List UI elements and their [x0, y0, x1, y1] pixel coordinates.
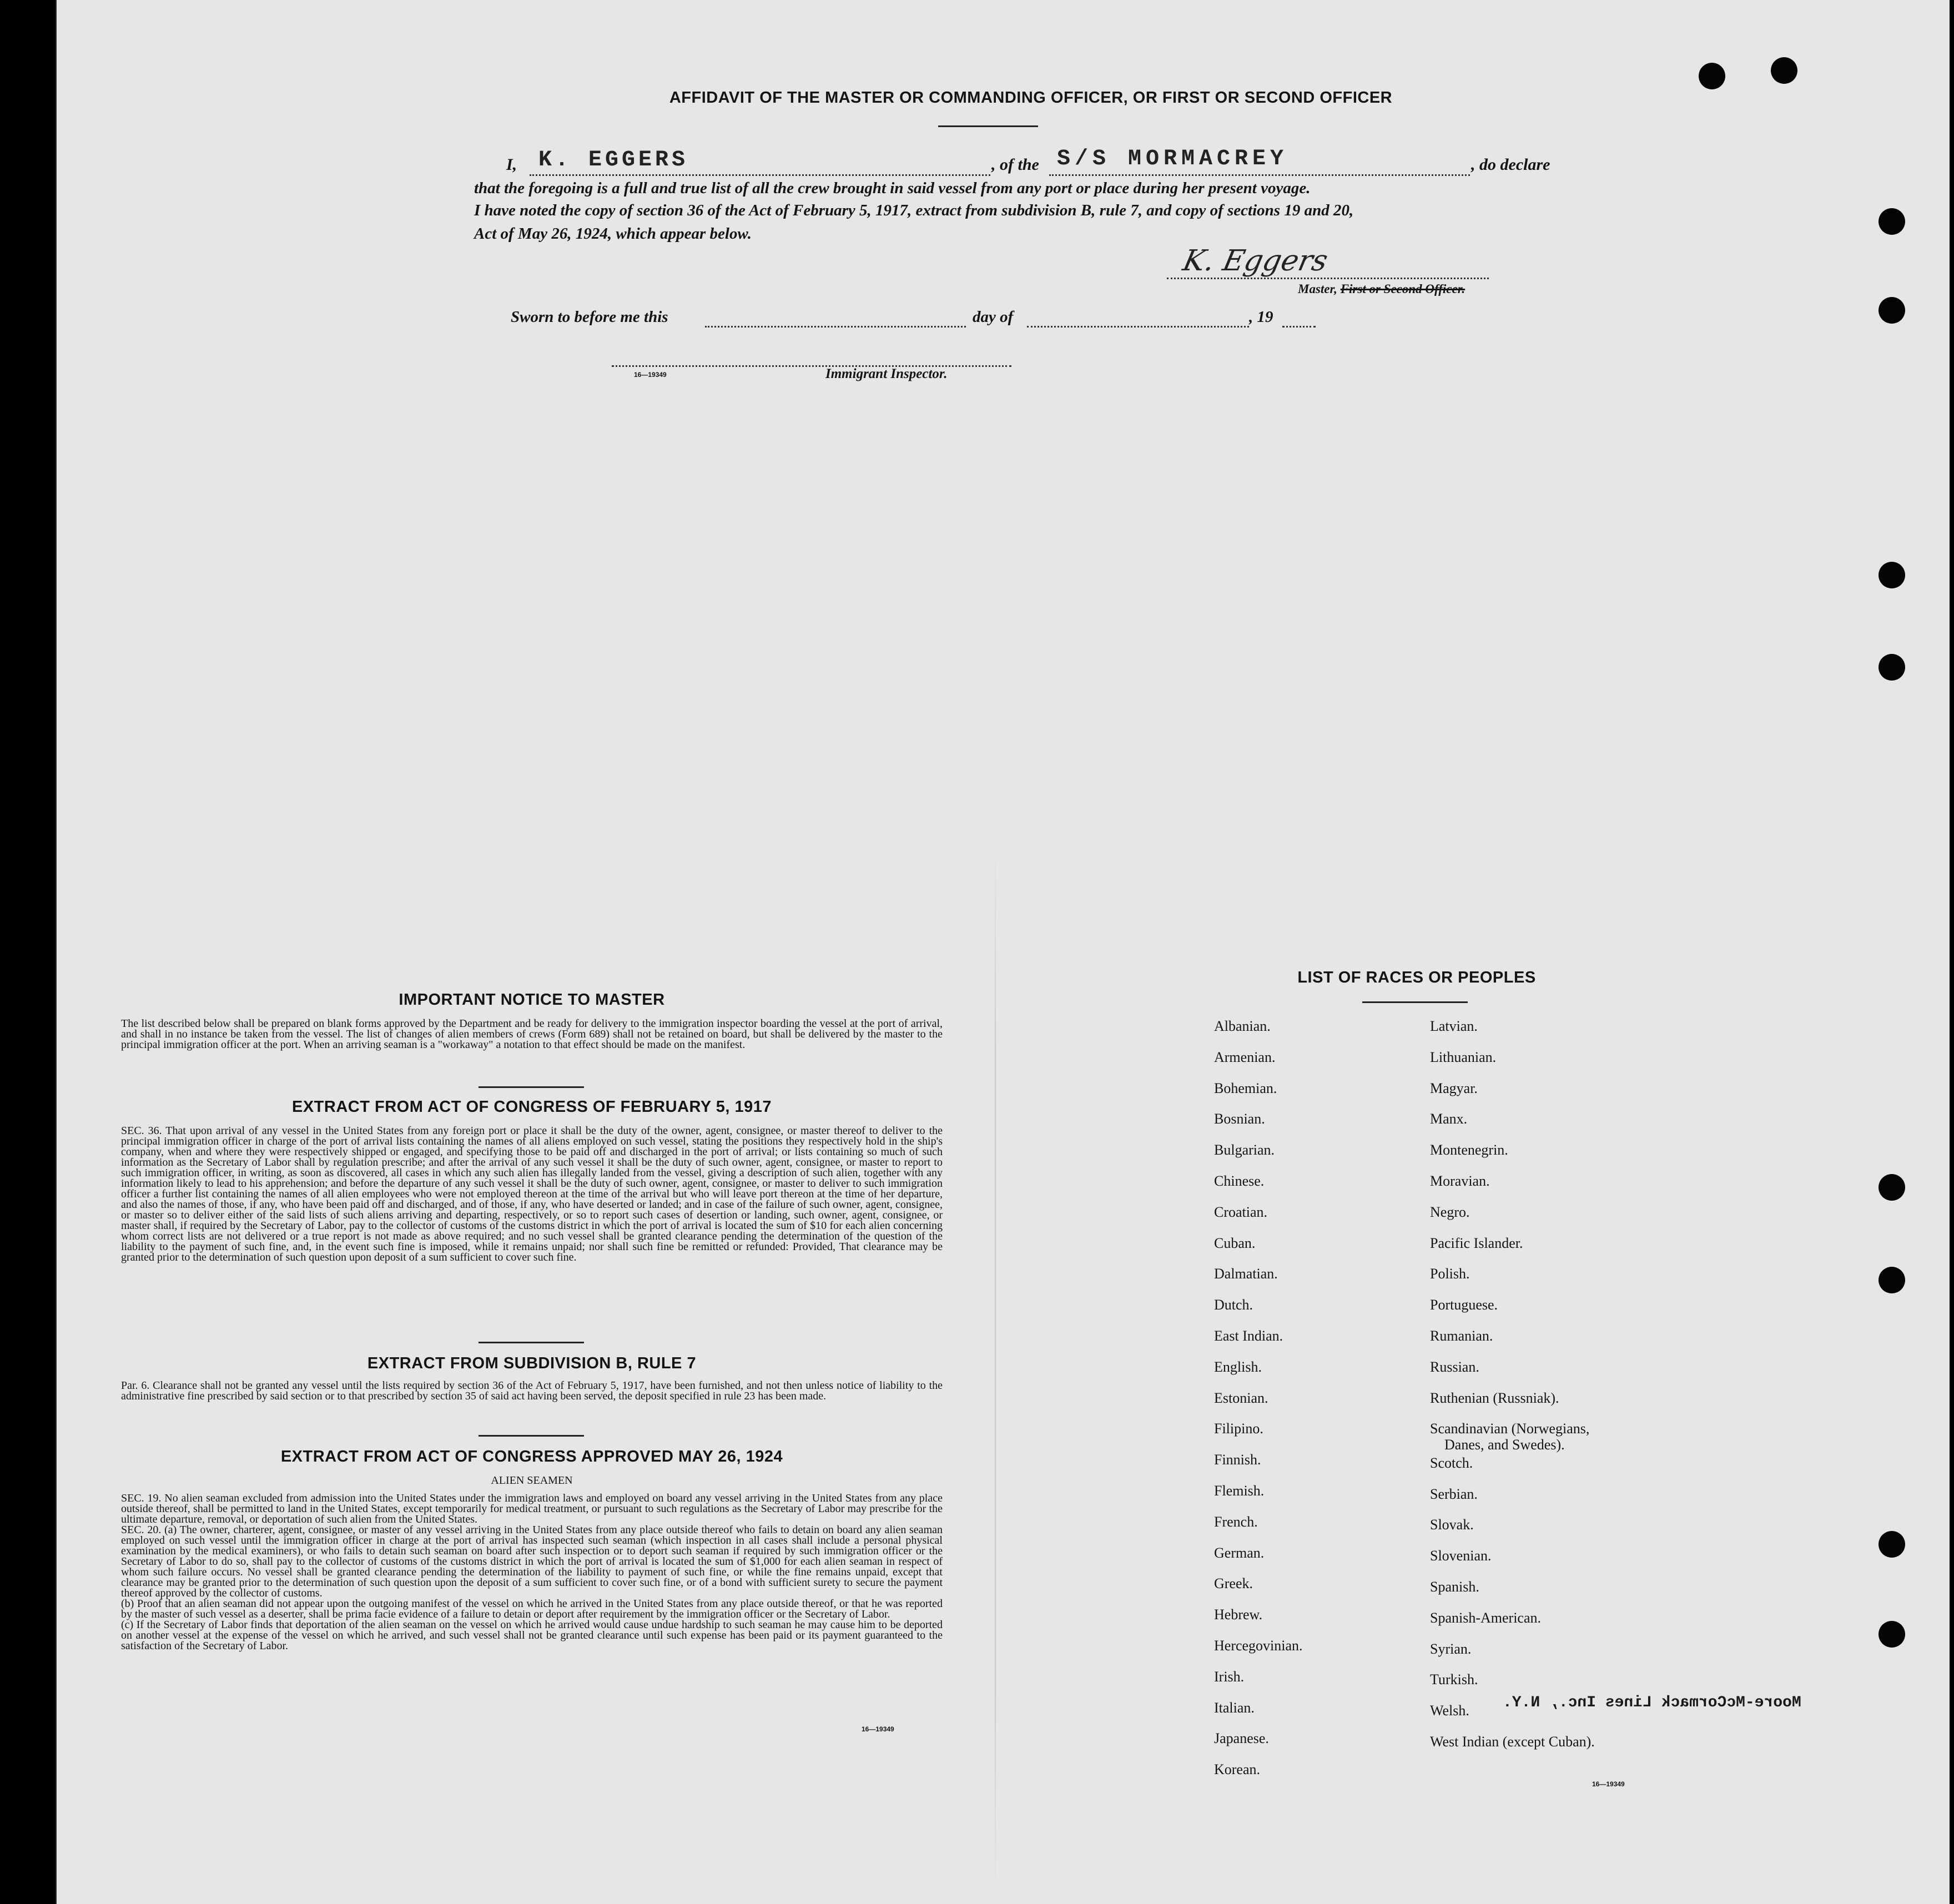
race-item: Bulgarian.: [1214, 1142, 1275, 1158]
caption-master: Master,: [1298, 282, 1337, 296]
race-item: Chinese.: [1214, 1173, 1265, 1189]
affidavit-title: AFFIDAVIT OF THE MASTER OR COMMANDING OFFICER, OR FIRST OR SECOND OFFICER: [669, 89, 1393, 107]
race-item: Welsh.: [1430, 1702, 1469, 1719]
punch-hole: [1879, 654, 1905, 681]
title-rule: [938, 125, 1038, 127]
race-item: Montenegrin.: [1430, 1142, 1508, 1158]
day-of-label: day of: [973, 308, 1014, 326]
alien-seamen-subtitle: ALIEN SEAMEN: [491, 1474, 573, 1487]
race-item: Armenian.: [1214, 1049, 1276, 1065]
company-stamp-text: Moore-McCormack Lines Inc., N.Y.: [1503, 1694, 1801, 1711]
document-page: [56, 0, 1950, 1904]
race-item: Spanish.: [1430, 1578, 1479, 1595]
punch-hole: [1879, 562, 1905, 588]
fold-line: [995, 844, 996, 1898]
race-item: Italian.: [1214, 1699, 1255, 1716]
race-item: Dutch.: [1214, 1297, 1253, 1313]
extract-1924-title: EXTRACT FROM ACT OF CONGRESS APPROVED MAY 26, 1924: [280, 1448, 783, 1465]
race-item: Magyar.: [1430, 1080, 1478, 1096]
race-item: Slovak.: [1430, 1517, 1474, 1533]
race-item: Syrian.: [1430, 1640, 1472, 1657]
year-label: , 19: [1249, 308, 1273, 326]
notice-text: The list described below shall be prepared on blank forms approved by the Department and be ready for delivery to the immigration inspector boarding the vessel at the port of arrival, and shall in no instance be taken from the vessel. The list of changes of alien members of crews (Form 689) shall not be retained on board, but shall be delivered by the master to the principal immigration officer at the port. When an arriving seaman is a "workaway" a notation to that effect should be made on the manifest.: [121, 1018, 943, 1051]
sec-20b-text: (b) Proof that an alien seaman did not appear upon the outgoing manifest of the vessel on which he arrived in the United States from any place outside thereof, or that he was reported by the master of such vessel as a deserter, shall be prima facie evidence of a failure to detain or deport after requirement by the immigration officer or the Secretary of Labor.: [121, 1598, 943, 1620]
race-item: Japanese.: [1214, 1730, 1269, 1747]
race-item: Ruthenian (Russniak).: [1430, 1389, 1559, 1406]
master-signature: K. Eggers: [1180, 244, 1331, 278]
race-item: Dalmatian.: [1214, 1266, 1278, 1282]
extract-1924-body: [121, 1493, 943, 1651]
master-name: K. EGGERS: [538, 148, 689, 173]
extract-1917-title: EXTRACT FROM ACT OF CONGRESS OF FEBRUARY 5, 1917: [291, 1098, 772, 1116]
inspector-label: Immigrant Inspector.: [825, 366, 948, 381]
race-item: Latvian.: [1430, 1018, 1478, 1034]
race-item: Spanish-American.: [1430, 1609, 1542, 1626]
race-item: English.: [1214, 1358, 1262, 1375]
i-label: I,: [506, 155, 517, 174]
race-item: German.: [1214, 1544, 1265, 1561]
punch-hole: [1699, 63, 1725, 89]
sworn-label: Sworn to before me this: [511, 308, 668, 326]
race-item: Turkish.: [1430, 1671, 1478, 1688]
race-item: Bohemian.: [1214, 1080, 1277, 1096]
race-item: Manx.: [1430, 1111, 1468, 1127]
races-title: LIST OF RACES OR PEOPLES: [1297, 969, 1536, 986]
signature-caption: [1298, 282, 1465, 296]
races-rule: [1362, 1001, 1468, 1003]
race-item: Moravian.: [1430, 1173, 1490, 1189]
affidavit-line-3: I have noted the copy of section 36 of the Act of February 5, 1917, extract from subdivision B, rule 7, and copy of sections 19 and 20,: [474, 202, 1354, 219]
race-item: Greek.: [1214, 1575, 1253, 1592]
vessel-name: S/S MORMACREY: [1057, 147, 1288, 172]
race-item: Albanian.: [1214, 1018, 1271, 1034]
affidavit-line-4: Act of May 26, 1924, which appear below.: [474, 225, 752, 243]
sec-20c-text: (c) If the Secretary of Labor finds that deportation of the alien seaman on the vessel on which he arrived would cause undue hardship to such seaman he may cause him to be deported on another vessel at the expense of the vessel on which he arrived, and such vessel shall not be granted clearance until such expense has been paid or its payment guaranteed to the satisfaction of the Secretary of Labor.: [121, 1619, 943, 1652]
extract-1917-rule: [479, 1342, 584, 1343]
notice-rule: [479, 1086, 584, 1088]
race-item: Cuban.: [1214, 1235, 1256, 1251]
subdivision-b-rule: [479, 1435, 584, 1437]
race-item: West Indian (except Cuban).: [1430, 1733, 1595, 1750]
race-item: Hebrew.: [1214, 1606, 1263, 1623]
race-item: Korean.: [1214, 1761, 1261, 1778]
race-item: Estonian.: [1214, 1389, 1268, 1406]
punch-hole: [1771, 57, 1797, 84]
extract-1917-text: SEC. 36. That upon arrival of any vessel in the United States from any foreign port or place it shall be the duty of the owner, agent, consignee, or master thereof to deliver to the principal immigration officer in charge of the port of arrival lists containing the names of all aliens employed on such vessel, stating the positions they respectively hold in the ship's company, when and where they were respectively shipped or engaged, and specifying those to be paid off and discharged in the port of arrival; or lists containing so much of such information as the Secretary of Labor shall by regulation prescribe; and after the arrival of any such vessel it shall be the duty of such owner, agent, consignee, or master to report to such immigration officer, in writing, as soon as discovered, all cases in which any such alien has illegally landed from the vessel, giving a description of such alien, together with any information likely to lead to his apprehension; and before the departure of any such vessel it shall be the duty of such owner, agent, consignee, or master to deliver to such immigration officer a further list containing the names of all alien employees who were not employed thereon at the time of the arrival but who will leave port thereon at the time of her departure, and also the names of those, if any, who have been paid off and discharged, and of those, if any, who have deserted or landed; and in case of the failure of such owner, agent, consignee, or master so to deliver either of the said lists of such aliens arriving and departing, respectively, or so to report such cases of desertion or landing, such owner, agent, consignee, or master shall, if required by the Secretary of Labor, pay to the collector of customs of the customs district in which the port of arrival is located the sum of $10 for each alien concerning whom correct lists are not delivered or a true report is not made as above required; and no such vessel shall be granted clearance pending the determination of the question of the liability to the payment of such fine, and, in the event such fine is imposed, while it remains unpaid; nor shall such fine be remitted or refunded: Provided, That clearance may be granted prior to the determination of such question upon deposit of a sum sufficient to cover such fine.: [121, 1125, 943, 1263]
punch-hole: [1879, 1531, 1905, 1558]
sworn-month-field: [1027, 308, 1249, 328]
sworn-day-field: [705, 308, 966, 328]
race-item: Hercegovinian.: [1214, 1638, 1303, 1654]
race-item: Polish.: [1430, 1266, 1470, 1282]
races-form-number: 16—19349: [1592, 1780, 1625, 1788]
do-declare-label: , do declare: [1471, 155, 1550, 174]
sec-19-text: SEC. 19. No alien seaman excluded from admission into the United States under the immigration laws and employed on board any vessel arriving in the United States from any place outside thereof, shall be permitted to land in the United States, except temporarily for medical treatment, or pursuant to such regulations as the Secretary of Labor may prescribe for the ultimate departure, removal, or deportation of such alien from the United States.: [121, 1492, 943, 1525]
punch-hole: [1879, 1174, 1905, 1201]
extract-1924-form-number: 16—19349: [862, 1725, 894, 1733]
sec-20a-text: SEC. 20. (a) The owner, charterer, agent, consignee, or master of any vessel arriving in the United States from any place outside thereof who fails to detain on board any alien seaman employed on such vessel until the immigration officer in charge at the port of arrival has inspected such seaman (which inspection in all cases shall include a personal physical examination by the medical examiners), or who fails to detain such seaman on board after such inspection or to deport such seaman if required by such immigration officer or the Secretary of Labor to do so, shall pay to the collector of customs of the customs district in which the port of arrival is located the sum of $1,000 for each alien seaman in respect of whom such failure occurs. No vessel shall be granted clearance pending the determination of the liability to payment of such fine, or while the fine remains unpaid, except that clearance may be granted prior to the determination of such question upon the deposit of a sum sufficient to cover such fine, or of a bond with sufficient surety to secure the payment thereof approved by the collector of customs.: [121, 1524, 943, 1599]
race-item: Irish.: [1214, 1668, 1245, 1685]
punch-hole: [1879, 208, 1905, 235]
race-item: Scandinavian (Norwegians, Danes, and Swedes).: [1430, 1421, 1590, 1453]
race-item: Lithuanian.: [1430, 1049, 1497, 1065]
inspector-signature-line: [612, 349, 1011, 367]
punch-hole: [1879, 297, 1905, 324]
race-item: Slovenian.: [1430, 1548, 1492, 1564]
company-stamp: [1503, 1694, 1801, 1711]
subdivision-b-text: Par. 6. Clearance shall not be granted any vessel until the lists required by section 36 of the Act of February 5, 1917, have been furnished, and not then unless notice of liability to the administrative fine prescribed by said section or to that prescribed by section 35 of said act having been served, the deposit specified in rule 23 has been made.: [121, 1379, 943, 1402]
form-number: 16—19349: [634, 371, 667, 379]
notice-title: IMPORTANT NOTICE TO MASTER: [399, 991, 665, 1009]
race-item: Serbian.: [1430, 1485, 1478, 1502]
punch-hole: [1879, 1267, 1905, 1293]
race-item: Croatian.: [1214, 1203, 1268, 1220]
race-item: Finnish.: [1214, 1452, 1261, 1468]
sworn-year-field: [1282, 308, 1316, 328]
caption-struck: First or Second Officer.: [1340, 282, 1465, 296]
race-item: Negro.: [1430, 1203, 1470, 1220]
race-item: Rumanian.: [1430, 1328, 1493, 1344]
affidavit-line-2: that the foregoing is a full and true list of all the crew brought in said vessel from any port or place during her present voyage.: [474, 179, 1311, 197]
race-item: Filipino.: [1214, 1421, 1263, 1437]
race-item: French.: [1214, 1513, 1258, 1530]
subdivision-b-title: EXTRACT FROM SUBDIVISION B, RULE 7: [367, 1354, 697, 1372]
of-the-label: , of the: [991, 155, 1039, 174]
race-item: Russian.: [1430, 1358, 1479, 1375]
race-item: Flemish.: [1214, 1483, 1265, 1499]
race-item: Pacific Islander.: [1430, 1235, 1523, 1251]
race-item: Portuguese.: [1430, 1297, 1498, 1313]
race-item: Scotch.: [1430, 1454, 1473, 1471]
race-item: East Indian.: [1214, 1328, 1283, 1344]
race-item: Bosnian.: [1214, 1111, 1265, 1127]
punch-hole: [1879, 1621, 1905, 1648]
